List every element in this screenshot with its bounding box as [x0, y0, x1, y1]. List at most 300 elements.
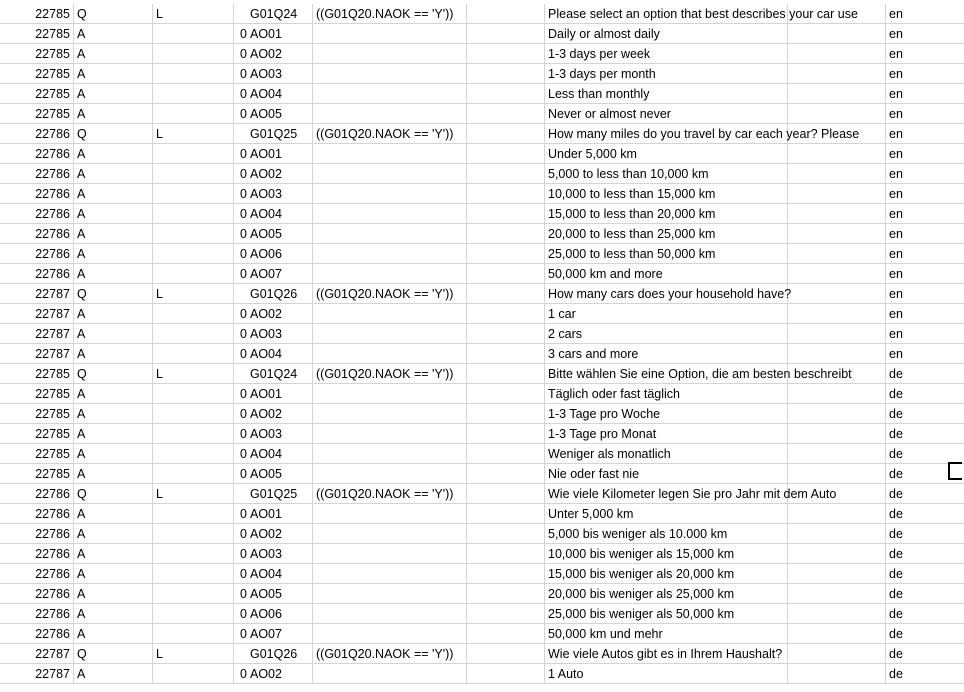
type-cell[interactable]: Q: [74, 484, 153, 504]
code-cell[interactable]: [234, 344, 313, 364]
id-cell[interactable]: 22785: [0, 64, 74, 84]
text-cell[interactable]: Wie viele Kilometer legen Sie pro Jahr mit dem Auto: [545, 484, 788, 504]
scale-cell[interactable]: [153, 464, 234, 484]
empty-cell[interactable]: [788, 644, 886, 664]
id-cell[interactable]: 22787: [0, 664, 74, 684]
language-cell[interactable]: de: [886, 664, 964, 684]
id-cell[interactable]: 22785: [0, 84, 74, 104]
relevance-cell[interactable]: [313, 184, 467, 204]
empty-cell[interactable]: [788, 44, 886, 64]
empty-cell[interactable]: [467, 624, 545, 644]
relevance-cell[interactable]: ((G01Q20.NAOK == 'Y')): [313, 4, 467, 24]
id-cell[interactable]: 22786: [0, 564, 74, 584]
empty-cell[interactable]: [788, 544, 886, 564]
empty-cell[interactable]: [788, 624, 886, 644]
type-cell[interactable]: A: [74, 564, 153, 584]
id-cell[interactable]: 22786: [0, 544, 74, 564]
scale-cell[interactable]: [153, 264, 234, 284]
empty-cell[interactable]: [467, 204, 545, 224]
relevance-cell[interactable]: [313, 104, 467, 124]
empty-cell[interactable]: [467, 524, 545, 544]
language-cell[interactable]: en: [886, 284, 964, 304]
text-cell[interactable]: Less than monthly: [545, 84, 788, 104]
empty-cell[interactable]: [788, 164, 886, 184]
id-cell[interactable]: 22785: [0, 4, 74, 24]
relevance-cell[interactable]: [313, 524, 467, 544]
scale-cell[interactable]: [153, 444, 234, 464]
empty-cell[interactable]: [467, 64, 545, 84]
empty-cell[interactable]: [467, 164, 545, 184]
empty-cell[interactable]: [788, 104, 886, 124]
scale-cell[interactable]: [153, 424, 234, 444]
code-cell[interactable]: [234, 664, 313, 684]
empty-cell[interactable]: [788, 524, 886, 544]
id-cell[interactable]: 22785: [0, 404, 74, 424]
code-cell[interactable]: [234, 244, 313, 264]
type-cell[interactable]: A: [74, 464, 153, 484]
scale-cell[interactable]: [153, 164, 234, 184]
id-cell[interactable]: 22786: [0, 504, 74, 524]
empty-cell[interactable]: [467, 144, 545, 164]
empty-cell[interactable]: [788, 584, 886, 604]
type-cell[interactable]: A: [74, 304, 153, 324]
id-cell[interactable]: 22786: [0, 264, 74, 284]
empty-cell[interactable]: [788, 364, 886, 384]
id-cell[interactable]: 22787: [0, 644, 74, 664]
id-cell[interactable]: 22787: [0, 304, 74, 324]
empty-cell[interactable]: [467, 464, 545, 484]
type-cell[interactable]: A: [74, 664, 153, 684]
empty-cell[interactable]: [788, 144, 886, 164]
empty-cell[interactable]: [467, 44, 545, 64]
language-cell[interactable]: en: [886, 164, 964, 184]
empty-cell[interactable]: [788, 324, 886, 344]
type-cell[interactable]: Q: [74, 4, 153, 24]
code-cell[interactable]: [234, 644, 313, 664]
code-cell[interactable]: [234, 264, 313, 284]
relevance-cell[interactable]: [313, 144, 467, 164]
scale-cell[interactable]: [153, 244, 234, 264]
language-cell[interactable]: de: [886, 544, 964, 564]
code-cell[interactable]: [234, 304, 313, 324]
text-cell[interactable]: 20,000 bis weniger als 25,000 km: [545, 584, 788, 604]
relevance-cell[interactable]: [313, 84, 467, 104]
code-cell[interactable]: [234, 404, 313, 424]
code-cell[interactable]: [234, 544, 313, 564]
scale-cell[interactable]: [153, 404, 234, 424]
id-cell[interactable]: 22785: [0, 464, 74, 484]
id-cell[interactable]: 22787: [0, 324, 74, 344]
scale-cell[interactable]: [153, 324, 234, 344]
code-cell[interactable]: [234, 524, 313, 544]
language-cell[interactable]: en: [886, 84, 964, 104]
text-cell[interactable]: 15,000 bis weniger als 20,000 km: [545, 564, 788, 584]
id-cell[interactable]: 22785: [0, 24, 74, 44]
text-cell[interactable]: Daily or almost daily: [545, 24, 788, 44]
text-cell[interactable]: 3 cars and more: [545, 344, 788, 364]
id-cell[interactable]: 22786: [0, 604, 74, 624]
empty-cell[interactable]: [467, 364, 545, 384]
empty-cell[interactable]: [788, 264, 886, 284]
selected-cell-indicator[interactable]: [948, 462, 962, 480]
text-cell[interactable]: 1 car: [545, 304, 788, 324]
text-cell[interactable]: 25,000 bis weniger als 50,000 km: [545, 604, 788, 624]
type-cell[interactable]: A: [74, 504, 153, 524]
text-cell[interactable]: 5,000 bis weniger als 10.000 km: [545, 524, 788, 544]
empty-cell[interactable]: [467, 664, 545, 684]
language-cell[interactable]: de: [886, 404, 964, 424]
text-cell[interactable]: How many miles do you travel by car each year? Please: [545, 124, 788, 144]
text-cell[interactable]: Bitte wählen Sie eine Option, die am besten beschreibt: [545, 364, 788, 384]
id-cell[interactable]: 22786: [0, 164, 74, 184]
text-cell[interactable]: 1-3 days per week: [545, 44, 788, 64]
type-cell[interactable]: A: [74, 144, 153, 164]
type-cell[interactable]: A: [74, 204, 153, 224]
scale-cell[interactable]: [153, 304, 234, 324]
empty-cell[interactable]: [788, 284, 886, 304]
type-cell[interactable]: A: [74, 264, 153, 284]
code-cell[interactable]: [234, 144, 313, 164]
language-cell[interactable]: en: [886, 124, 964, 144]
language-cell[interactable]: en: [886, 204, 964, 224]
code-cell[interactable]: [234, 444, 313, 464]
empty-cell[interactable]: [788, 184, 886, 204]
empty-cell[interactable]: [788, 484, 886, 504]
empty-cell[interactable]: [467, 404, 545, 424]
code-cell[interactable]: [234, 204, 313, 224]
code-cell[interactable]: [234, 44, 313, 64]
scale-cell[interactable]: L: [153, 284, 234, 304]
code-cell[interactable]: [234, 584, 313, 604]
code-cell[interactable]: [234, 604, 313, 624]
type-cell[interactable]: A: [74, 444, 153, 464]
type-cell[interactable]: A: [74, 404, 153, 424]
language-cell[interactable]: de: [886, 604, 964, 624]
code-cell[interactable]: [234, 24, 313, 44]
empty-cell[interactable]: [788, 404, 886, 424]
empty-cell[interactable]: [788, 504, 886, 524]
text-cell[interactable]: 1-3 days per month: [545, 64, 788, 84]
id-cell[interactable]: 22785: [0, 424, 74, 444]
spreadsheet-grid[interactable]: [0, 4, 964, 684]
language-cell[interactable]: en: [886, 64, 964, 84]
text-cell[interactable]: Never or almost never: [545, 104, 788, 124]
relevance-cell[interactable]: [313, 664, 467, 684]
empty-cell[interactable]: [788, 304, 886, 324]
text-cell[interactable]: How many cars does your household have?: [545, 284, 788, 304]
empty-cell[interactable]: [788, 84, 886, 104]
relevance-cell[interactable]: [313, 264, 467, 284]
empty-cell[interactable]: [467, 564, 545, 584]
empty-cell[interactable]: [467, 124, 545, 144]
type-cell[interactable]: Q: [74, 644, 153, 664]
text-cell[interactable]: 1-3 Tage pro Monat: [545, 424, 788, 444]
empty-cell[interactable]: [467, 324, 545, 344]
text-cell[interactable]: 25,000 to less than 50,000 km: [545, 244, 788, 264]
text-cell[interactable]: Weniger als monatlich: [545, 444, 788, 464]
type-cell[interactable]: A: [74, 44, 153, 64]
empty-cell[interactable]: [788, 664, 886, 684]
scale-cell[interactable]: L: [153, 484, 234, 504]
empty-cell[interactable]: [467, 644, 545, 664]
scale-cell[interactable]: [153, 44, 234, 64]
text-cell[interactable]: 10,000 to less than 15,000 km: [545, 184, 788, 204]
language-cell[interactable]: de: [886, 424, 964, 444]
empty-cell[interactable]: [467, 424, 545, 444]
scale-cell[interactable]: [153, 84, 234, 104]
relevance-cell[interactable]: ((G01Q20.NAOK == 'Y')): [313, 364, 467, 384]
relevance-cell[interactable]: [313, 304, 467, 324]
empty-cell[interactable]: [788, 224, 886, 244]
empty-cell[interactable]: [467, 84, 545, 104]
empty-cell[interactable]: [788, 444, 886, 464]
empty-cell[interactable]: [788, 244, 886, 264]
code-cell[interactable]: [234, 324, 313, 344]
type-cell[interactable]: Q: [74, 284, 153, 304]
relevance-cell[interactable]: [313, 444, 467, 464]
language-cell[interactable]: de: [886, 384, 964, 404]
relevance-cell[interactable]: [313, 504, 467, 524]
language-cell[interactable]: en: [886, 104, 964, 124]
empty-cell[interactable]: [467, 484, 545, 504]
empty-cell[interactable]: [788, 204, 886, 224]
id-cell[interactable]: 22786: [0, 124, 74, 144]
relevance-cell[interactable]: [313, 564, 467, 584]
relevance-cell[interactable]: [313, 244, 467, 264]
code-cell[interactable]: [234, 164, 313, 184]
relevance-cell[interactable]: [313, 464, 467, 484]
scale-cell[interactable]: [153, 344, 234, 364]
type-cell[interactable]: A: [74, 64, 153, 84]
type-cell[interactable]: A: [74, 544, 153, 564]
text-cell[interactable]: 20,000 to less than 25,000 km: [545, 224, 788, 244]
relevance-cell[interactable]: ((G01Q20.NAOK == 'Y')): [313, 124, 467, 144]
id-cell[interactable]: 22786: [0, 144, 74, 164]
scale-cell[interactable]: [153, 64, 234, 84]
code-cell[interactable]: [234, 104, 313, 124]
empty-cell[interactable]: [788, 564, 886, 584]
empty-cell[interactable]: [467, 104, 545, 124]
language-cell[interactable]: en: [886, 144, 964, 164]
empty-cell[interactable]: [788, 64, 886, 84]
empty-cell[interactable]: [788, 24, 886, 44]
relevance-cell[interactable]: [313, 64, 467, 84]
text-cell[interactable]: Under 5,000 km: [545, 144, 788, 164]
type-cell[interactable]: A: [74, 164, 153, 184]
empty-cell[interactable]: [467, 344, 545, 364]
text-cell[interactable]: Nie oder fast nie: [545, 464, 788, 484]
scale-cell[interactable]: [153, 564, 234, 584]
text-cell[interactable]: 10,000 bis weniger als 15,000 km: [545, 544, 788, 564]
id-cell[interactable]: 22786: [0, 584, 74, 604]
code-cell[interactable]: [234, 424, 313, 444]
text-cell[interactable]: Täglich oder fast täglich: [545, 384, 788, 404]
text-cell[interactable]: 5,000 to less than 10,000 km: [545, 164, 788, 184]
id-cell[interactable]: 22785: [0, 104, 74, 124]
language-cell[interactable]: de: [886, 644, 964, 664]
type-cell[interactable]: A: [74, 84, 153, 104]
scale-cell[interactable]: L: [153, 4, 234, 24]
language-cell[interactable]: en: [886, 184, 964, 204]
type-cell[interactable]: A: [74, 424, 153, 444]
code-cell[interactable]: [234, 464, 313, 484]
id-cell[interactable]: 22786: [0, 624, 74, 644]
relevance-cell[interactable]: [313, 204, 467, 224]
scale-cell[interactable]: [153, 144, 234, 164]
relevance-cell[interactable]: [313, 384, 467, 404]
type-cell[interactable]: A: [74, 224, 153, 244]
text-cell[interactable]: 1 Auto: [545, 664, 788, 684]
language-cell[interactable]: en: [886, 264, 964, 284]
language-cell[interactable]: en: [886, 4, 964, 24]
empty-cell[interactable]: [467, 24, 545, 44]
id-cell[interactable]: 22786: [0, 484, 74, 504]
relevance-cell[interactable]: [313, 164, 467, 184]
id-cell[interactable]: 22786: [0, 204, 74, 224]
empty-cell[interactable]: [467, 304, 545, 324]
type-cell[interactable]: A: [74, 604, 153, 624]
scale-cell[interactable]: [153, 384, 234, 404]
language-cell[interactable]: en: [886, 344, 964, 364]
language-cell[interactable]: de: [886, 584, 964, 604]
language-cell[interactable]: de: [886, 524, 964, 544]
scale-cell[interactable]: [153, 524, 234, 544]
type-cell[interactable]: A: [74, 344, 153, 364]
language-cell[interactable]: en: [886, 24, 964, 44]
empty-cell[interactable]: [788, 124, 886, 144]
type-cell[interactable]: A: [74, 244, 153, 264]
text-cell[interactable]: Please select an option that best describes your car use: [545, 4, 788, 24]
empty-cell[interactable]: [788, 4, 886, 24]
scale-cell[interactable]: [153, 624, 234, 644]
language-cell[interactable]: en: [886, 304, 964, 324]
language-cell[interactable]: en: [886, 244, 964, 264]
type-cell[interactable]: A: [74, 184, 153, 204]
empty-cell[interactable]: [467, 444, 545, 464]
relevance-cell[interactable]: [313, 584, 467, 604]
id-cell[interactable]: 22786: [0, 244, 74, 264]
text-cell[interactable]: 50,000 km und mehr: [545, 624, 788, 644]
id-cell[interactable]: 22785: [0, 364, 74, 384]
code-cell[interactable]: [234, 624, 313, 644]
scale-cell[interactable]: L: [153, 644, 234, 664]
id-cell[interactable]: 22787: [0, 344, 74, 364]
type-cell[interactable]: Q: [74, 124, 153, 144]
code-cell[interactable]: [234, 384, 313, 404]
scale-cell[interactable]: [153, 584, 234, 604]
id-cell[interactable]: 22786: [0, 184, 74, 204]
code-cell[interactable]: [234, 124, 313, 144]
text-cell[interactable]: 1-3 Tage pro Woche: [545, 404, 788, 424]
empty-cell[interactable]: [467, 284, 545, 304]
language-cell[interactable]: en: [886, 44, 964, 64]
scale-cell[interactable]: L: [153, 364, 234, 384]
type-cell[interactable]: A: [74, 584, 153, 604]
scale-cell[interactable]: [153, 604, 234, 624]
relevance-cell[interactable]: [313, 404, 467, 424]
language-cell[interactable]: de: [886, 564, 964, 584]
empty-cell[interactable]: [467, 244, 545, 264]
id-cell[interactable]: 22786: [0, 524, 74, 544]
language-cell[interactable]: en: [886, 224, 964, 244]
language-cell[interactable]: en: [886, 324, 964, 344]
empty-cell[interactable]: [467, 604, 545, 624]
id-cell[interactable]: 22785: [0, 44, 74, 64]
empty-cell[interactable]: [467, 4, 545, 24]
empty-cell[interactable]: [467, 264, 545, 284]
relevance-cell[interactable]: ((G01Q20.NAOK == 'Y')): [313, 484, 467, 504]
scale-cell[interactable]: [153, 224, 234, 244]
empty-cell[interactable]: [467, 544, 545, 564]
type-cell[interactable]: A: [74, 104, 153, 124]
relevance-cell[interactable]: [313, 24, 467, 44]
empty-cell[interactable]: [467, 384, 545, 404]
language-cell[interactable]: de: [886, 444, 964, 464]
code-cell[interactable]: [234, 364, 313, 384]
relevance-cell[interactable]: ((G01Q20.NAOK == 'Y')): [313, 284, 467, 304]
type-cell[interactable]: A: [74, 624, 153, 644]
empty-cell[interactable]: [467, 224, 545, 244]
relevance-cell[interactable]: [313, 324, 467, 344]
code-cell[interactable]: [234, 564, 313, 584]
type-cell[interactable]: A: [74, 524, 153, 544]
language-cell[interactable]: de: [886, 364, 964, 384]
empty-cell[interactable]: [788, 464, 886, 484]
language-cell[interactable]: de: [886, 464, 964, 484]
type-cell[interactable]: Q: [74, 364, 153, 384]
scale-cell[interactable]: [153, 204, 234, 224]
scale-cell[interactable]: [153, 24, 234, 44]
code-cell[interactable]: [234, 64, 313, 84]
scale-cell[interactable]: [153, 104, 234, 124]
relevance-cell[interactable]: [313, 344, 467, 364]
empty-cell[interactable]: [788, 424, 886, 444]
language-cell[interactable]: de: [886, 504, 964, 524]
id-cell[interactable]: 22786: [0, 224, 74, 244]
text-cell[interactable]: 15,000 to less than 20,000 km: [545, 204, 788, 224]
code-cell[interactable]: [234, 84, 313, 104]
empty-cell[interactable]: [467, 584, 545, 604]
language-cell[interactable]: de: [886, 624, 964, 644]
id-cell[interactable]: 22785: [0, 384, 74, 404]
empty-cell[interactable]: [467, 504, 545, 524]
relevance-cell[interactable]: [313, 624, 467, 644]
relevance-cell[interactable]: [313, 44, 467, 64]
scale-cell[interactable]: [153, 544, 234, 564]
id-cell[interactable]: 22787: [0, 284, 74, 304]
empty-cell[interactable]: [788, 384, 886, 404]
code-cell[interactable]: [234, 504, 313, 524]
relevance-cell[interactable]: [313, 544, 467, 564]
type-cell[interactable]: A: [74, 24, 153, 44]
text-cell[interactable]: 50,000 km and more: [545, 264, 788, 284]
code-cell[interactable]: [234, 224, 313, 244]
relevance-cell[interactable]: [313, 424, 467, 444]
text-cell[interactable]: Unter 5,000 km: [545, 504, 788, 524]
empty-cell[interactable]: [788, 344, 886, 364]
code-cell[interactable]: [234, 4, 313, 24]
scale-cell[interactable]: [153, 504, 234, 524]
scale-cell[interactable]: [153, 664, 234, 684]
scale-cell[interactable]: [153, 184, 234, 204]
code-cell[interactable]: [234, 184, 313, 204]
empty-cell[interactable]: [467, 184, 545, 204]
text-cell[interactable]: 2 cars: [545, 324, 788, 344]
scale-cell[interactable]: L: [153, 124, 234, 144]
type-cell[interactable]: A: [74, 324, 153, 344]
relevance-cell[interactable]: [313, 604, 467, 624]
empty-cell[interactable]: [788, 604, 886, 624]
